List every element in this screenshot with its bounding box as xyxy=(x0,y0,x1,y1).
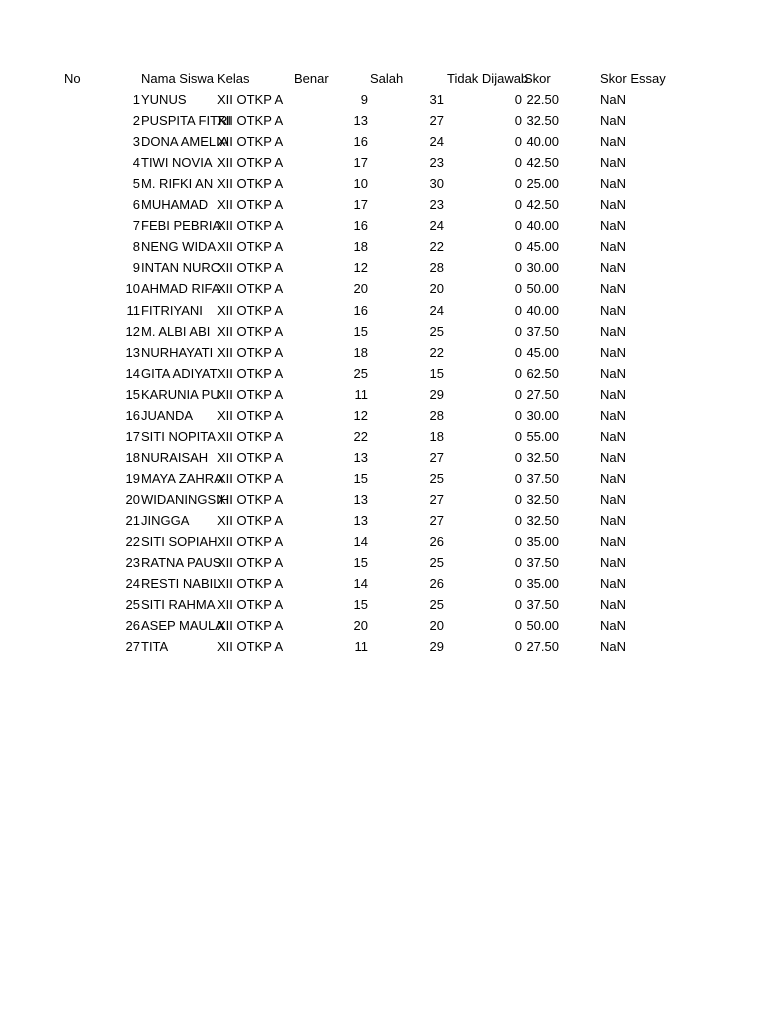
cell-nama-siswa: TITA xyxy=(141,639,169,655)
cell-salah: 25 xyxy=(429,323,444,339)
cell-tidak-dijawab: 0 xyxy=(514,386,522,402)
cell-tidak-dijawab: 0 xyxy=(514,491,522,507)
cell-tidak-dijawab: 0 xyxy=(514,281,522,297)
cell-skor-essay: NaN xyxy=(600,281,627,297)
cell-no: 26 xyxy=(125,618,140,634)
cell-no: 13 xyxy=(125,344,140,360)
cell-tidak-dijawab: 0 xyxy=(514,323,522,339)
cell-salah: 29 xyxy=(429,639,444,655)
cell-skor-essay: NaN xyxy=(600,218,627,234)
cell-skor: 45.00 xyxy=(526,344,559,360)
table-row xyxy=(0,236,768,257)
cell-no: 27 xyxy=(125,639,140,655)
table-row xyxy=(0,426,768,447)
table-row xyxy=(0,615,768,636)
cell-no: 11 xyxy=(126,302,140,318)
cell-skor: 35.00 xyxy=(526,576,559,592)
cell-skor: 37.50 xyxy=(526,597,559,613)
cell-no: 17 xyxy=(125,428,140,444)
cell-skor: 37.50 xyxy=(526,470,559,486)
cell-salah: 31 xyxy=(429,92,444,107)
cell-benar: 20 xyxy=(353,281,368,297)
table-row xyxy=(0,384,768,405)
cell-nama-siswa: SITI NOPITA xyxy=(141,428,216,444)
cell-nama-siswa: WIDANINGSIH xyxy=(141,491,230,507)
cell-tidak-dijawab: 0 xyxy=(514,92,522,107)
cell-skor-essay: NaN xyxy=(600,92,627,107)
cell-skor: 42.50 xyxy=(526,155,559,171)
cell-skor: 62.50 xyxy=(526,365,559,381)
table-row xyxy=(0,110,768,131)
cell-kelas: XII OTKP A xyxy=(217,260,284,276)
cell-tidak-dijawab: 0 xyxy=(514,134,522,150)
table-row xyxy=(0,594,768,615)
cell-kelas: XII OTKP A xyxy=(217,344,284,360)
cell-skor: 55.00 xyxy=(526,428,559,444)
cell-skor: 37.50 xyxy=(526,323,559,339)
cell-no: 21 xyxy=(125,513,140,528)
cell-benar: 11 xyxy=(354,386,368,402)
cell-skor-essay: NaN xyxy=(600,513,627,528)
cell-no: 3 xyxy=(132,134,140,150)
cell-nama-siswa: SITI RAHMA xyxy=(141,597,216,613)
cell-nama-siswa: FEBI PEBRIA xyxy=(141,218,222,234)
cell-tidak-dijawab: 0 xyxy=(514,113,522,129)
header-skor-essay: Skor Essay xyxy=(600,71,666,86)
cell-benar: 15 xyxy=(353,323,368,339)
cell-kelas: XII OTKP A xyxy=(217,576,284,592)
cell-no: 20 xyxy=(125,491,140,507)
cell-salah: 30 xyxy=(429,176,444,192)
cell-tidak-dijawab: 0 xyxy=(514,407,522,423)
cell-no: 4 xyxy=(132,155,140,171)
cell-no: 7 xyxy=(132,218,140,234)
cell-benar: 18 xyxy=(353,344,368,360)
cell-skor: 30.00 xyxy=(526,407,559,423)
cell-salah: 24 xyxy=(429,302,444,318)
cell-nama-siswa: TIWI NOVIA xyxy=(141,155,213,171)
cell-no: 1 xyxy=(132,92,140,107)
cell-salah: 23 xyxy=(429,197,444,213)
cell-nama-siswa: NURAISAH xyxy=(141,449,209,465)
cell-salah: 27 xyxy=(429,113,444,129)
table-row xyxy=(0,510,768,531)
cell-nama-siswa: DONA AMELIA xyxy=(141,134,229,150)
header-tidak-dijawab: Tidak Dijawab xyxy=(447,71,529,86)
header-skor: Skor xyxy=(524,71,551,86)
cell-no: 9 xyxy=(132,260,140,276)
cell-skor: 37.50 xyxy=(526,555,559,571)
cell-nama-siswa: SITI SOPIAH xyxy=(141,534,218,550)
cell-no: 24 xyxy=(125,576,140,592)
table-row xyxy=(0,131,768,152)
cell-nama-siswa: NENG WIDA xyxy=(141,239,217,255)
cell-tidak-dijawab: 0 xyxy=(514,302,522,318)
cell-skor-essay: NaN xyxy=(600,323,627,339)
cell-nama-siswa: FITRIYANI xyxy=(141,302,203,318)
cell-salah: 25 xyxy=(429,597,444,613)
cell-tidak-dijawab: 0 xyxy=(514,365,522,381)
cell-skor-essay: NaN xyxy=(600,576,627,592)
table-row xyxy=(0,531,768,552)
cell-kelas: XII OTKP A xyxy=(217,470,284,486)
cell-skor-essay: NaN xyxy=(600,197,627,213)
header-nama-siswa: Nama Siswa xyxy=(141,71,214,86)
cell-benar: 14 xyxy=(353,534,368,550)
cell-kelas: XII OTKP A xyxy=(217,428,284,444)
cell-benar: 13 xyxy=(353,491,368,507)
cell-benar: 11 xyxy=(354,639,368,655)
cell-skor: 32.50 xyxy=(526,513,559,528)
cell-skor-essay: NaN xyxy=(600,176,627,192)
table-row xyxy=(0,257,768,278)
cell-kelas: XII OTKP A xyxy=(217,534,284,550)
cell-skor: 25.00 xyxy=(526,176,559,192)
cell-tidak-dijawab: 0 xyxy=(514,639,522,655)
cell-kelas: XII OTKP A xyxy=(217,302,284,318)
cell-kelas: XII OTKP A xyxy=(217,155,284,171)
cell-salah: 23 xyxy=(429,155,444,171)
cell-benar: 12 xyxy=(353,260,368,276)
cell-nama-siswa: GITA ADIYAT xyxy=(141,365,218,381)
cell-salah: 26 xyxy=(429,534,444,550)
cell-no: 15 xyxy=(125,386,140,402)
table-row xyxy=(0,405,768,426)
cell-benar: 15 xyxy=(353,597,368,613)
cell-salah: 18 xyxy=(429,428,444,444)
cell-tidak-dijawab: 0 xyxy=(514,534,522,550)
cell-skor-essay: NaN xyxy=(600,597,627,613)
cell-skor-essay: NaN xyxy=(600,365,627,381)
table-row xyxy=(0,300,768,321)
cell-skor-essay: NaN xyxy=(600,134,627,150)
table-row xyxy=(0,552,768,573)
cell-nama-siswa: YUNUS xyxy=(141,92,187,107)
cell-kelas: XII OTKP A xyxy=(217,239,284,255)
cell-kelas: XII OTKP A xyxy=(217,92,284,107)
cell-skor-essay: NaN xyxy=(600,239,627,255)
cell-kelas: XII OTKP A xyxy=(217,323,284,339)
cell-skor: 50.00 xyxy=(526,281,559,297)
cell-nama-siswa: NURHAYATI xyxy=(141,344,214,360)
cell-no: 22 xyxy=(125,534,140,550)
cell-salah: 22 xyxy=(429,344,444,360)
cell-benar: 14 xyxy=(353,576,368,592)
cell-salah: 25 xyxy=(429,555,444,571)
table-row xyxy=(0,278,768,299)
cell-no: 16 xyxy=(125,407,140,423)
cell-nama-siswa: MUHAMAD xyxy=(141,197,209,213)
cell-skor: 40.00 xyxy=(526,218,559,234)
table-row xyxy=(0,194,768,215)
cell-no: 14 xyxy=(125,365,140,381)
cell-benar: 15 xyxy=(353,555,368,571)
cell-skor: 40.00 xyxy=(526,302,559,318)
header-salah: Salah xyxy=(370,71,404,86)
cell-benar: 12 xyxy=(353,407,368,423)
header-no: No xyxy=(64,71,81,86)
cell-skor-essay: NaN xyxy=(600,555,627,571)
cell-no: 18 xyxy=(125,449,140,465)
cell-nama-siswa: ASEP MAULA xyxy=(141,618,224,634)
cell-kelas: XII OTKP A xyxy=(217,513,284,528)
cell-nama-siswa: AHMAD RIFA xyxy=(141,281,221,297)
cell-no: 12 xyxy=(125,323,140,339)
table-row xyxy=(0,89,768,110)
cell-benar: 13 xyxy=(353,113,368,129)
cell-salah: 27 xyxy=(429,449,444,465)
cell-tidak-dijawab: 0 xyxy=(514,597,522,613)
cell-skor: 42.50 xyxy=(526,197,559,213)
table-row xyxy=(0,573,768,594)
cell-skor-essay: NaN xyxy=(600,639,627,655)
cell-salah: 24 xyxy=(429,134,444,150)
cell-nama-siswa: MAYA ZAHRA xyxy=(141,470,223,486)
cell-benar: 20 xyxy=(353,618,368,634)
cell-kelas: XII OTKP A xyxy=(217,386,284,402)
cell-no: 25 xyxy=(125,597,140,613)
cell-skor-essay: NaN xyxy=(600,344,627,360)
cell-salah: 27 xyxy=(429,491,444,507)
cell-kelas: XII OTKP A xyxy=(217,365,284,381)
cell-salah: 22 xyxy=(429,239,444,255)
cell-skor: 27.50 xyxy=(526,386,559,402)
cell-benar: 10 xyxy=(353,176,368,192)
cell-tidak-dijawab: 0 xyxy=(514,449,522,465)
table-row xyxy=(0,363,768,384)
cell-no: 5 xyxy=(132,176,140,192)
cell-no: 19 xyxy=(125,470,140,486)
cell-benar: 13 xyxy=(353,513,368,528)
cell-skor: 32.50 xyxy=(526,113,559,129)
cell-benar: 17 xyxy=(353,155,368,171)
table-row xyxy=(0,321,768,342)
cell-salah: 20 xyxy=(429,281,444,297)
cell-skor: 40.00 xyxy=(526,134,559,150)
cell-skor-essay: NaN xyxy=(600,491,627,507)
cell-skor: 35.00 xyxy=(526,534,559,550)
cell-kelas: XII OTKP A xyxy=(217,113,284,129)
table-row xyxy=(0,447,768,468)
cell-no: 8 xyxy=(132,239,140,255)
cell-tidak-dijawab: 0 xyxy=(514,176,522,192)
cell-skor-essay: NaN xyxy=(600,260,627,276)
cell-tidak-dijawab: 0 xyxy=(514,155,522,171)
cell-skor: 32.50 xyxy=(526,491,559,507)
cell-skor-essay: NaN xyxy=(600,302,627,318)
cell-benar: 13 xyxy=(353,449,368,465)
cell-skor-essay: NaN xyxy=(600,449,627,465)
table-row xyxy=(0,636,768,657)
cell-skor: 50.00 xyxy=(526,618,559,634)
cell-benar: 16 xyxy=(353,218,368,234)
cell-kelas: XII OTKP A xyxy=(217,491,284,507)
cell-skor: 45.00 xyxy=(526,239,559,255)
cell-salah: 24 xyxy=(429,218,444,234)
header-benar: Benar xyxy=(294,71,329,86)
cell-kelas: XII OTKP A xyxy=(217,639,284,655)
cell-tidak-dijawab: 0 xyxy=(514,618,522,634)
cell-nama-siswa: JUANDA xyxy=(141,407,194,423)
cell-benar: 22 xyxy=(353,428,368,444)
cell-benar: 17 xyxy=(353,197,368,213)
cell-tidak-dijawab: 0 xyxy=(514,513,522,528)
cell-no: 2 xyxy=(132,113,140,129)
cell-kelas: XII OTKP A xyxy=(217,449,284,465)
cell-kelas: XII OTKP A xyxy=(217,407,284,423)
cell-benar: 18 xyxy=(353,239,368,255)
cell-tidak-dijawab: 0 xyxy=(514,218,522,234)
cell-skor-essay: NaN xyxy=(600,386,627,402)
cell-tidak-dijawab: 0 xyxy=(514,344,522,360)
cell-skor: 30.00 xyxy=(526,260,559,276)
cell-kelas: XII OTKP A xyxy=(217,176,284,192)
table-row xyxy=(0,215,768,236)
cell-salah: 28 xyxy=(429,407,444,423)
cell-salah: 25 xyxy=(429,470,444,486)
table-row xyxy=(0,152,768,173)
cell-kelas: XII OTKP A xyxy=(217,281,284,297)
cell-kelas: XII OTKP A xyxy=(217,134,284,150)
cell-kelas: XII OTKP A xyxy=(217,555,284,571)
cell-salah: 26 xyxy=(429,576,444,592)
cell-skor-essay: NaN xyxy=(600,470,627,486)
cell-salah: 29 xyxy=(429,386,444,402)
cell-tidak-dijawab: 0 xyxy=(514,470,522,486)
cell-skor-essay: NaN xyxy=(600,618,627,634)
cell-salah: 20 xyxy=(429,618,444,634)
cell-tidak-dijawab: 0 xyxy=(514,576,522,592)
cell-skor-essay: NaN xyxy=(600,407,627,423)
cell-tidak-dijawab: 0 xyxy=(514,428,522,444)
cell-skor: 32.50 xyxy=(526,449,559,465)
cell-salah: 15 xyxy=(429,365,444,381)
cell-skor-essay: NaN xyxy=(600,428,627,444)
cell-nama-siswa: JINGGA xyxy=(141,513,190,528)
cell-benar: 15 xyxy=(353,470,368,486)
cell-skor-essay: NaN xyxy=(600,113,627,129)
cell-kelas: XII OTKP A xyxy=(217,597,284,613)
header-kelas: Kelas xyxy=(217,71,250,86)
cell-nama-siswa: RESTI NABIL xyxy=(141,576,221,592)
cell-no: 6 xyxy=(132,197,140,213)
cell-tidak-dijawab: 0 xyxy=(514,260,522,276)
cell-benar: 16 xyxy=(353,134,368,150)
table-header-row xyxy=(0,68,768,89)
cell-benar: 9 xyxy=(360,92,368,107)
cell-skor: 27.50 xyxy=(526,639,559,655)
cell-kelas: XII OTKP A xyxy=(217,618,284,634)
cell-nama-siswa: KARUNIA PU xyxy=(141,386,220,402)
cell-salah: 27 xyxy=(429,513,444,528)
table-row xyxy=(0,342,768,363)
cell-kelas: XII OTKP A xyxy=(217,218,284,234)
cell-tidak-dijawab: 0 xyxy=(514,555,522,571)
table-row xyxy=(0,173,768,194)
cell-nama-siswa: M. ALBI ABI xyxy=(141,323,211,339)
table-row xyxy=(0,468,768,489)
cell-skor: 22.50 xyxy=(526,92,559,107)
cell-benar: 16 xyxy=(353,302,368,318)
cell-nama-siswa: PUSPITA FITRI xyxy=(141,113,232,129)
cell-tidak-dijawab: 0 xyxy=(514,239,522,255)
cell-nama-siswa: INTAN NURC xyxy=(141,260,221,276)
cell-nama-siswa: M. RIFKI AN xyxy=(141,176,214,192)
cell-salah: 28 xyxy=(429,260,444,276)
cell-nama-siswa: RATNA PAUS xyxy=(141,555,222,571)
cell-no: 23 xyxy=(125,555,140,571)
cell-no: 10 xyxy=(125,281,140,297)
table-row xyxy=(0,489,768,510)
cell-benar: 25 xyxy=(353,365,368,381)
cell-skor-essay: NaN xyxy=(600,155,627,171)
cell-tidak-dijawab: 0 xyxy=(514,197,522,213)
cell-kelas: XII OTKP A xyxy=(217,197,284,213)
cell-skor-essay: NaN xyxy=(600,534,627,550)
